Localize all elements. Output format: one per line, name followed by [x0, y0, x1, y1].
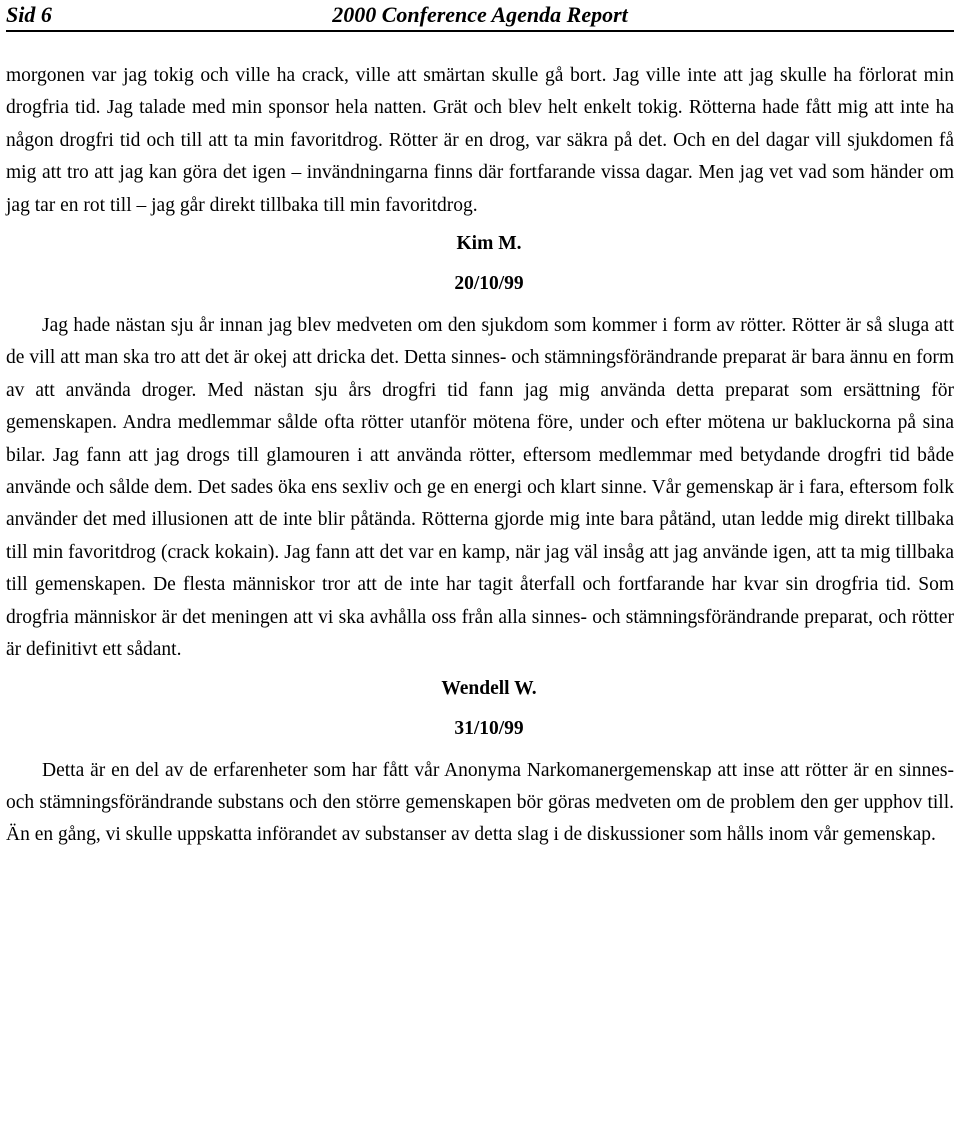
signature-name: Wendell W. — [441, 677, 537, 699]
page-header — [6, 0, 954, 32]
signature-date: 20/10/99 — [454, 273, 524, 295]
signature-date: 31/10/99 — [454, 717, 524, 739]
page-number: Sid 6 — [6, 2, 52, 27]
signature-name: Kim M. — [456, 233, 522, 255]
document-body — [6, 32, 954, 852]
report-title: 2000 Conference Agenda Report — [332, 2, 628, 27]
paragraph-continued: morgonen var jag tokig och ville ha crack, ville att smärtan skulle gå bort. Jag ville inte att jag skulle ha förlorat min drogfria tid. Jag talade med min sponsor hela natten. Grät och blev helt enkelt tokig. Rötterna hade fått mig att inte ha någon drogfri tid och till att ta min favoritdrog. Rötter är en drog, var säkra på det. Och en del dagar vill sjukdomen få mig att tro att jag kan göra det igen – invändningarna finns där fortfarande vissa dagar. Men jag vet vad som händer om jag tar en rot till – jag går direkt tillbaka till min favoritdrog. — [6, 65, 954, 216]
paragraph-testimony: Jag hade nästan sju år innan jag blev medveten om den sjukdom som kommer i form av rötter. Rötter är så sluga att de vill att man ska tro att det är okej att dricka det. Detta sinnes- och stämningsförändrande preparat är bara ännu en form av att använda droger. Med nästan sju års drogfri tid fann jag mig använda detta preparat som ersättning för gemenskapen. Andra medlemmar sålde ofta rötter utanför mötena före, under och efter mötena ur bakluckorna på sina bilar. Jag fann att jag drogs till glamouren i att använda rötter, eftersom medlemmar med betydande drogfri tid både använde och sålde dem. Det sades öka ens sexliv och ge en energi och klart sinne. Vår gemenskap är i fara, eftersom folk använder det med illusionen att de inte blir påtända. Rötterna gjorde mig inte bara påtänd, utan ledde mig direkt tillbaka till min favoritdrog (crack kokain). Jag fann att det var en kamp, när jag väl insåg att jag använde igen, att ta mig tillbaka till gemenskapen. De flesta människor tror att de inte har tagit återfall och fortfarande har kvar sin drogfria tid. Som drogfria människor är det meningen att vi ska avhålla oss från alla sinnes- och stämningsförändrande preparat, och rötter är definitivt ett sådant. — [6, 315, 954, 661]
paragraph-conclusion: Detta är en del av de erfarenheter som har fått vår Anonyma Narkomanergemenskap att inse att rötter är en sinnes- och stämningsförändrande substans och den större gemenskapen bör göras medveten om de problem den ger upphov till. Än en gång, vi skulle uppskatta införandet av substanser av detta slag i de diskussioner som hålls inom vår gemenskap. — [6, 759, 954, 846]
